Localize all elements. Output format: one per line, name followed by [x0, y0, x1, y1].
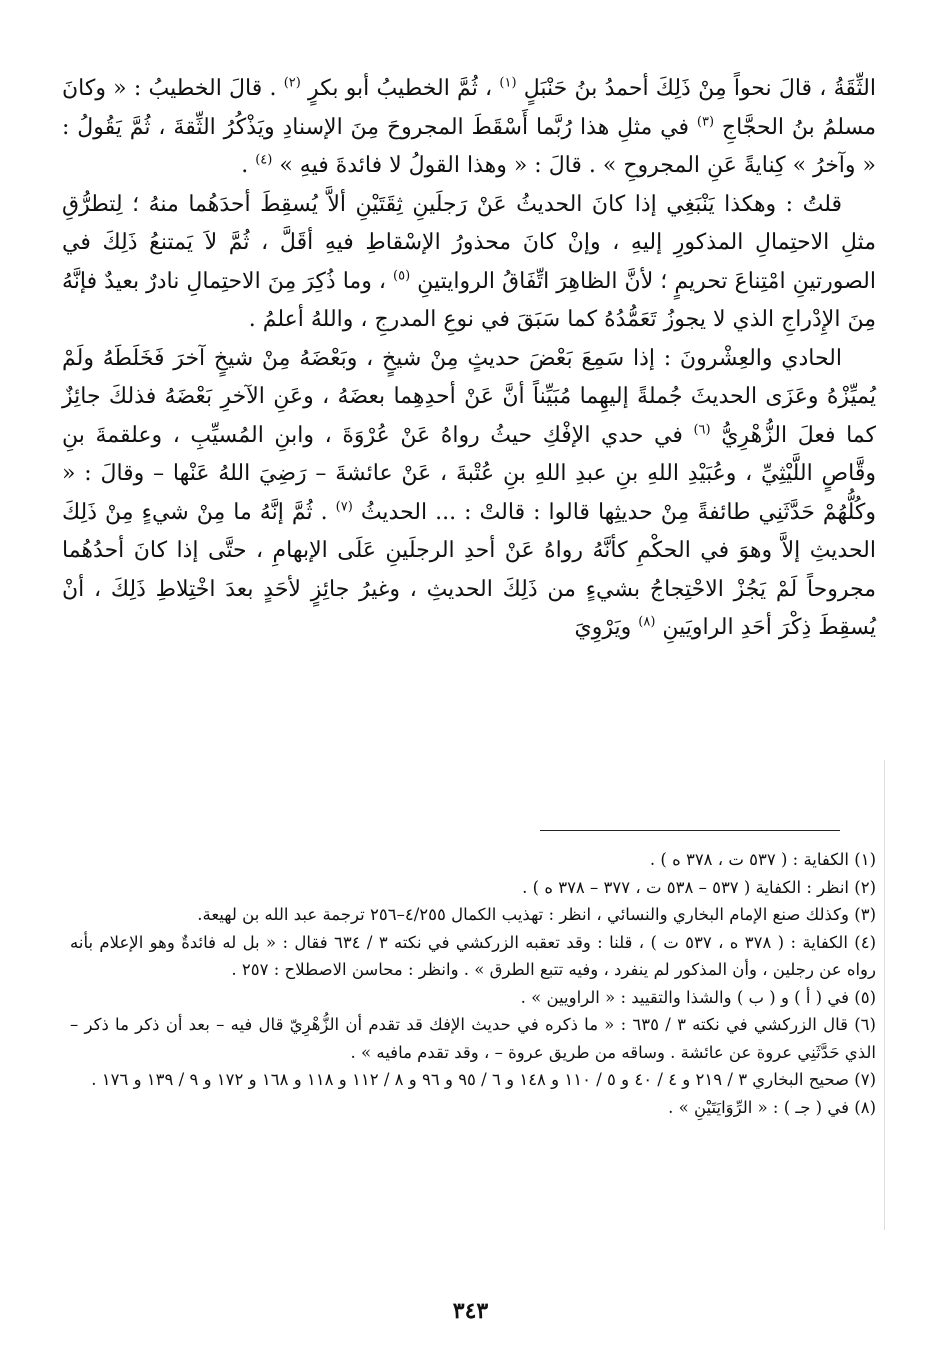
- paragraph-2: [62, 186, 876, 340]
- text-run: . قالَ الخطيبُ : « وكانَ مسلمُ بنُ الحجَّاجِ: [62, 76, 876, 140]
- page-number: ٣٤٣: [452, 1298, 489, 1324]
- footnote-ref-2[interactable]: (٢): [283, 75, 301, 91]
- footnote-3: (٣) وكذلك صنع الإمام البخاري والنسائي ، انظر : تهذيب الكمال ٤/٢٥٥–٢٥٦ ترجمة عبد الله بن لهيعة.: [197, 905, 876, 924]
- footnote-8: (٨) في ( جـ ) : « الرِّوَايَتَيْنِ » .: [668, 1097, 876, 1117]
- footnotes: [70, 846, 876, 1121]
- footnote-ref-1[interactable]: (١): [499, 75, 517, 91]
- footnote-ref-5[interactable]: (٥): [393, 268, 411, 284]
- footnote-7: (٧) صحيح البخاري ٣ / ٢١٩ و ٤ / ٤٠ و ٥ / ١١٠ و ١٤٨ و ٦ / ٩٥ و ٩٦ و ٨ / ١١٢ و ١١٨ و ١٦٨ و ١٧٢ و ٩ / ١٣٩ و ١٧٦ .: [91, 1070, 876, 1089]
- footnote-ref-3[interactable]: (٣): [696, 114, 715, 130]
- text-run: ، ثُمَّ الخطيبُ أبو بكرٍ: [300, 76, 500, 101]
- text-run: الثِّقَةُ ، قالَ نحواً مِنْ ذَلِكَ أحمدُ بنُ حَنْبَلٍ: [516, 76, 876, 101]
- paragraph-1: [62, 70, 876, 186]
- footnote-ref-8[interactable]: (٨): [638, 614, 656, 630]
- text-run: . ثُمَّ إنَّهُ ما مِنْ شيءٍ مِنْ ذَلِكَ الحديثِ إلاَّ وهوَ في الحكْمِ كأنَّهُ رواهُ عَنْ أحدِ الرجلَينِ عَلَى الإبهامِ ، حتَّى إذا كانَ أحدُهُما مجروحاً لَمْ يَجُزْ الاحْتِجاجُ بشيءٍ من ذَلِكَ الحديثِ ، وغيرُ جائِزٍ لأحَدٍ بعدَ اخْتِلاطِ ذَلِكَ ، أنْ يُسقِطَ ذِكْرَ أحَدِ الراويَينِ: [62, 499, 876, 640]
- text-run: قلتُ : وهكذا يَنْبَغِي إذا كانَ الحديثُ عَنْ رَجلَينِ ثِقَتَيْنِ ألاَّ يُسقِطَ أحدَهُما منهُ ؛ لِتطرُّقِ مثلِ الاحتِمالِ المذكورِ إليهِ ، وإنْ كانَ محذورُ الإسْقاطِ فيهِ أقَلَّ ، ثُمَّ لاَ يَمتنعُ ذَلِكَ في الصورتينِ امْتِناعَ تحريمٍ ؛ لأنَّ الظاهِرَ اتِّفَاقُ الروايتينِ: [62, 191, 876, 294]
- footnote-ref-4[interactable]: (٤): [255, 152, 273, 168]
- paragraph-3: [62, 340, 876, 648]
- footnote-6: (٦) قال الزركشي في نكته ٣ / ٦٣٥ : « ما ذكره في حديث الإفك قد تقدم أن الزُّهْرِيّ قال فيه – بعد أن ذكر ما ذكر – الذي حَدَّثَنِي عروة عن عائشة . وساقه من طريق عروة – ، وقد تقدم مافيه » .: [70, 1015, 876, 1062]
- footnote-2: (٢) انظر : الكفاية ( ٥٣٧ – ٥٣٨ ت ، ٣٧٧ – ٣٧٨ ه ) .: [522, 877, 876, 897]
- footnote-ref-6[interactable]: (٦): [693, 422, 711, 438]
- text-run: .: [241, 153, 256, 178]
- footnote-1: (١) الكفاية : ( ٥٣٧ ت ، ٣٧٨ ه ) .: [649, 850, 876, 869]
- footnote-5: (٥) في ( أ ) و ( ب ) والشذا والتقييد : « الراويين » .: [520, 987, 876, 1007]
- footnote-separator: [540, 830, 840, 831]
- page-fold-line: [884, 760, 885, 1230]
- text-run: ويَرْوِيَ: [574, 615, 639, 640]
- text-run: في مثلِ هذا رُبَّما أَسْقَطَ المجروحَ مِنَ الإسنادِ ويَذْكُرُ الثِّقةَ ، ثُمَّ يَقُولُ : « وآخرُ » كِنايةً عَنِ المجروحِ » . قالَ : « وهذا القولُ لا فائدةَ فيهِ »: [62, 114, 876, 178]
- main-text: [62, 70, 876, 648]
- footnote-ref-7[interactable]: (٧): [335, 499, 353, 515]
- footnote-4: (٤) الكفاية : ( ٣٧٨ ه ، ٥٣٧ ت ) ، قلنا : وقد تعقبه الزركشي في نكته ٣ / ٦٣٤ فقال : « بل له فائدةٌ وهو الإعلام بأنه رواه عن رجلين ، وأن المذكور لم ينفرد ، وفيه تتبع الطرق » . وانظر : محاسن الاصطلاح : ٢٥٧ .: [70, 932, 876, 979]
- text-run: الحادي والعِشْرونَ : إذا سَمِعَ بَعْضَ حديثٍ مِنْ شيخٍ ، وبَعْضَهُ مِنْ شيخٍ آخرَ فَخَلَطَهُ ولَمْ يُميِّزْهُ وعَزَى الحديثَ جُملةً إليهِما مُبَيِّناً أنَّ عَنْ أحدِهِما بعضَهُ ، وعَنِ الآخرِ بَعْضَهُ فذلكَ جائِزٌ كما فعلَ الزُّهْرِيُّ: [62, 345, 876, 448]
- text-run: في حدي الإفْكِ حيثُ رواهُ عَنْ عُرْوَةَ ، وابنِ المُسيِّبِ ، وعلقمةَ بنِ وقَّاصٍ اللَّيْثِيِّ ، وعُبَيْدِ اللهِ بنِ عبدِ اللهِ بنِ عُتْبةَ ، عَنْ عائشةَ – رَضِيَ اللهُ عَنْها – وقالَ : « وكُلُّهُمْ حَدَّثَنِي طائفةً مِنْ حديثِها قالوا : قالتْ : ... الحديثُ: [62, 422, 876, 525]
- text-run: ، وما ذُكِرَ مِنَ الاحتِمالِ نادرٌ بعيدٌ فإنَّهُ مِنَ الإِدْراجِ الذي لا يجوزُ تَعَمُّدُهُ كما سَبَقَ في نوعِ المدرجِ ، واللهُ أعلمُ .: [62, 268, 876, 332]
